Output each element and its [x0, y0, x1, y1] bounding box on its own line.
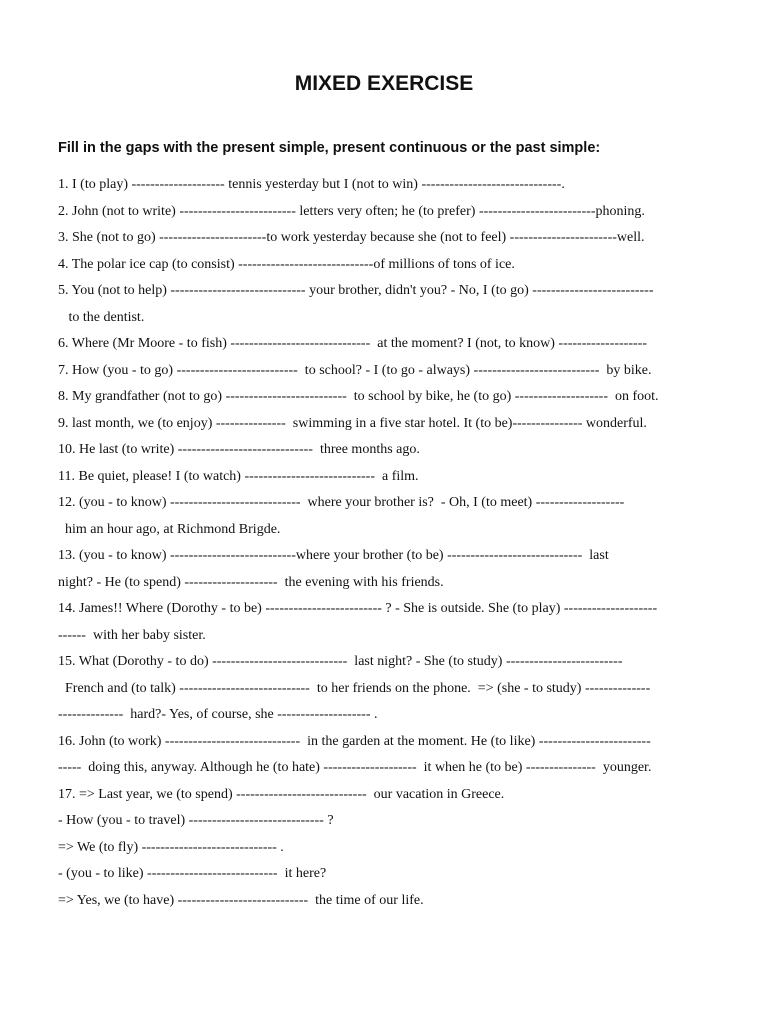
exercise-line: 11. Be quiet, please! I (to watch) ---------------------------- a film.	[58, 468, 419, 484]
exercise-line: ------ with her baby sister.	[58, 627, 206, 643]
page-title: MIXED EXERCISE	[294, 72, 474, 95]
instructions-heading: Fill in the gaps with the present simple, present continuous or the past simple:	[58, 140, 601, 156]
exercise-line: 12. (you - to know) ---------------------------- where your brother is? - Oh, I (to meet) -------------------	[58, 495, 625, 510]
exercise-line: French and (to talk) ---------------------------- to her friends on the phone. => (she - to study) --------------	[58, 680, 651, 696]
exercise-line: 8. My grandfather (not to go) -------------------------- to school by bike, he (to go) -------------------- on foot.	[58, 389, 659, 404]
exercise-line: - How (you - to travel) ----------------------------- ?	[58, 813, 334, 828]
exercise-line: 3. She (not to go) -----------------------to work yesterday because she (not to feel) -----------------------well.	[58, 230, 645, 245]
exercise-line: 9. last month, we (to enjoy) --------------- swimming in a five star hotel. It (to be)--------------- wonderful.	[58, 415, 647, 431]
exercise-line: 1. I (to play) -------------------- tennis yesterday but I (not to win) ------------------------------.	[58, 177, 565, 192]
exercise-line: 2. John (not to write) ------------------------- letters very often; he (to prefer) -------------------------phoning.	[58, 203, 645, 219]
exercise-line: 15. What (Dorothy - to do) ----------------------------- last night? - She (to study) -------------------------	[58, 654, 623, 669]
exercise-line: 10. He last (to write) ----------------------------- three months ago.	[58, 442, 420, 457]
exercise-line: ----- doing this, anyway. Although he (to hate) -------------------- it when he (to be) --------------- younger.	[58, 760, 652, 775]
exercise-line: 6. Where (Mr Moore - to fish) ------------------------------ at the moment? I (not, to know) -------------------	[58, 336, 647, 351]
exercise-line: -------------- hard?- Yes, of course, she -------------------- .	[58, 707, 378, 722]
exercise-line: => Yes, we (to have) ---------------------------- the time of our life.	[58, 892, 424, 908]
exercise-line: him an hour ago, at Richmond Brigde.	[58, 521, 281, 537]
exercise-line: 17. => Last year, we (to spend) ---------------------------- our vacation in Greece.	[58, 786, 505, 802]
exercise-lines	[58, 172, 713, 914]
exercise-line: 16. John (to work) ----------------------------- in the garden at the moment. He (to like) ------------------------	[58, 733, 651, 749]
exercise-line: night? - He (to spend) -------------------- the evening with his friends.	[58, 574, 444, 590]
exercise-line: => We (to fly) ----------------------------- .	[58, 839, 284, 855]
exercise-line: 13. (you - to know) ---------------------------where your brother (to be) ----------------------------- last	[58, 548, 609, 563]
exercise-line: - (you - to like) ---------------------------- it here?	[58, 866, 327, 881]
exercise-line: to the dentist.	[58, 309, 145, 325]
exercise-line: 4. The polar ice cap (to consist) -----------------------------of millions of tons of ice.	[58, 256, 515, 272]
exercise-line: 14. James!! Where (Dorothy - to be) ------------------------- ? - She is outside. She (to play) --------------------	[58, 601, 658, 616]
exercise-line: 5. You (not to help) ----------------------------- your brother, didn't you? - No, I (to go) --------------------------	[58, 283, 654, 298]
exercise-line: 7. How (you - to go) -------------------------- to school? - I (to go - always) --------------------------- by bike.	[58, 362, 652, 378]
